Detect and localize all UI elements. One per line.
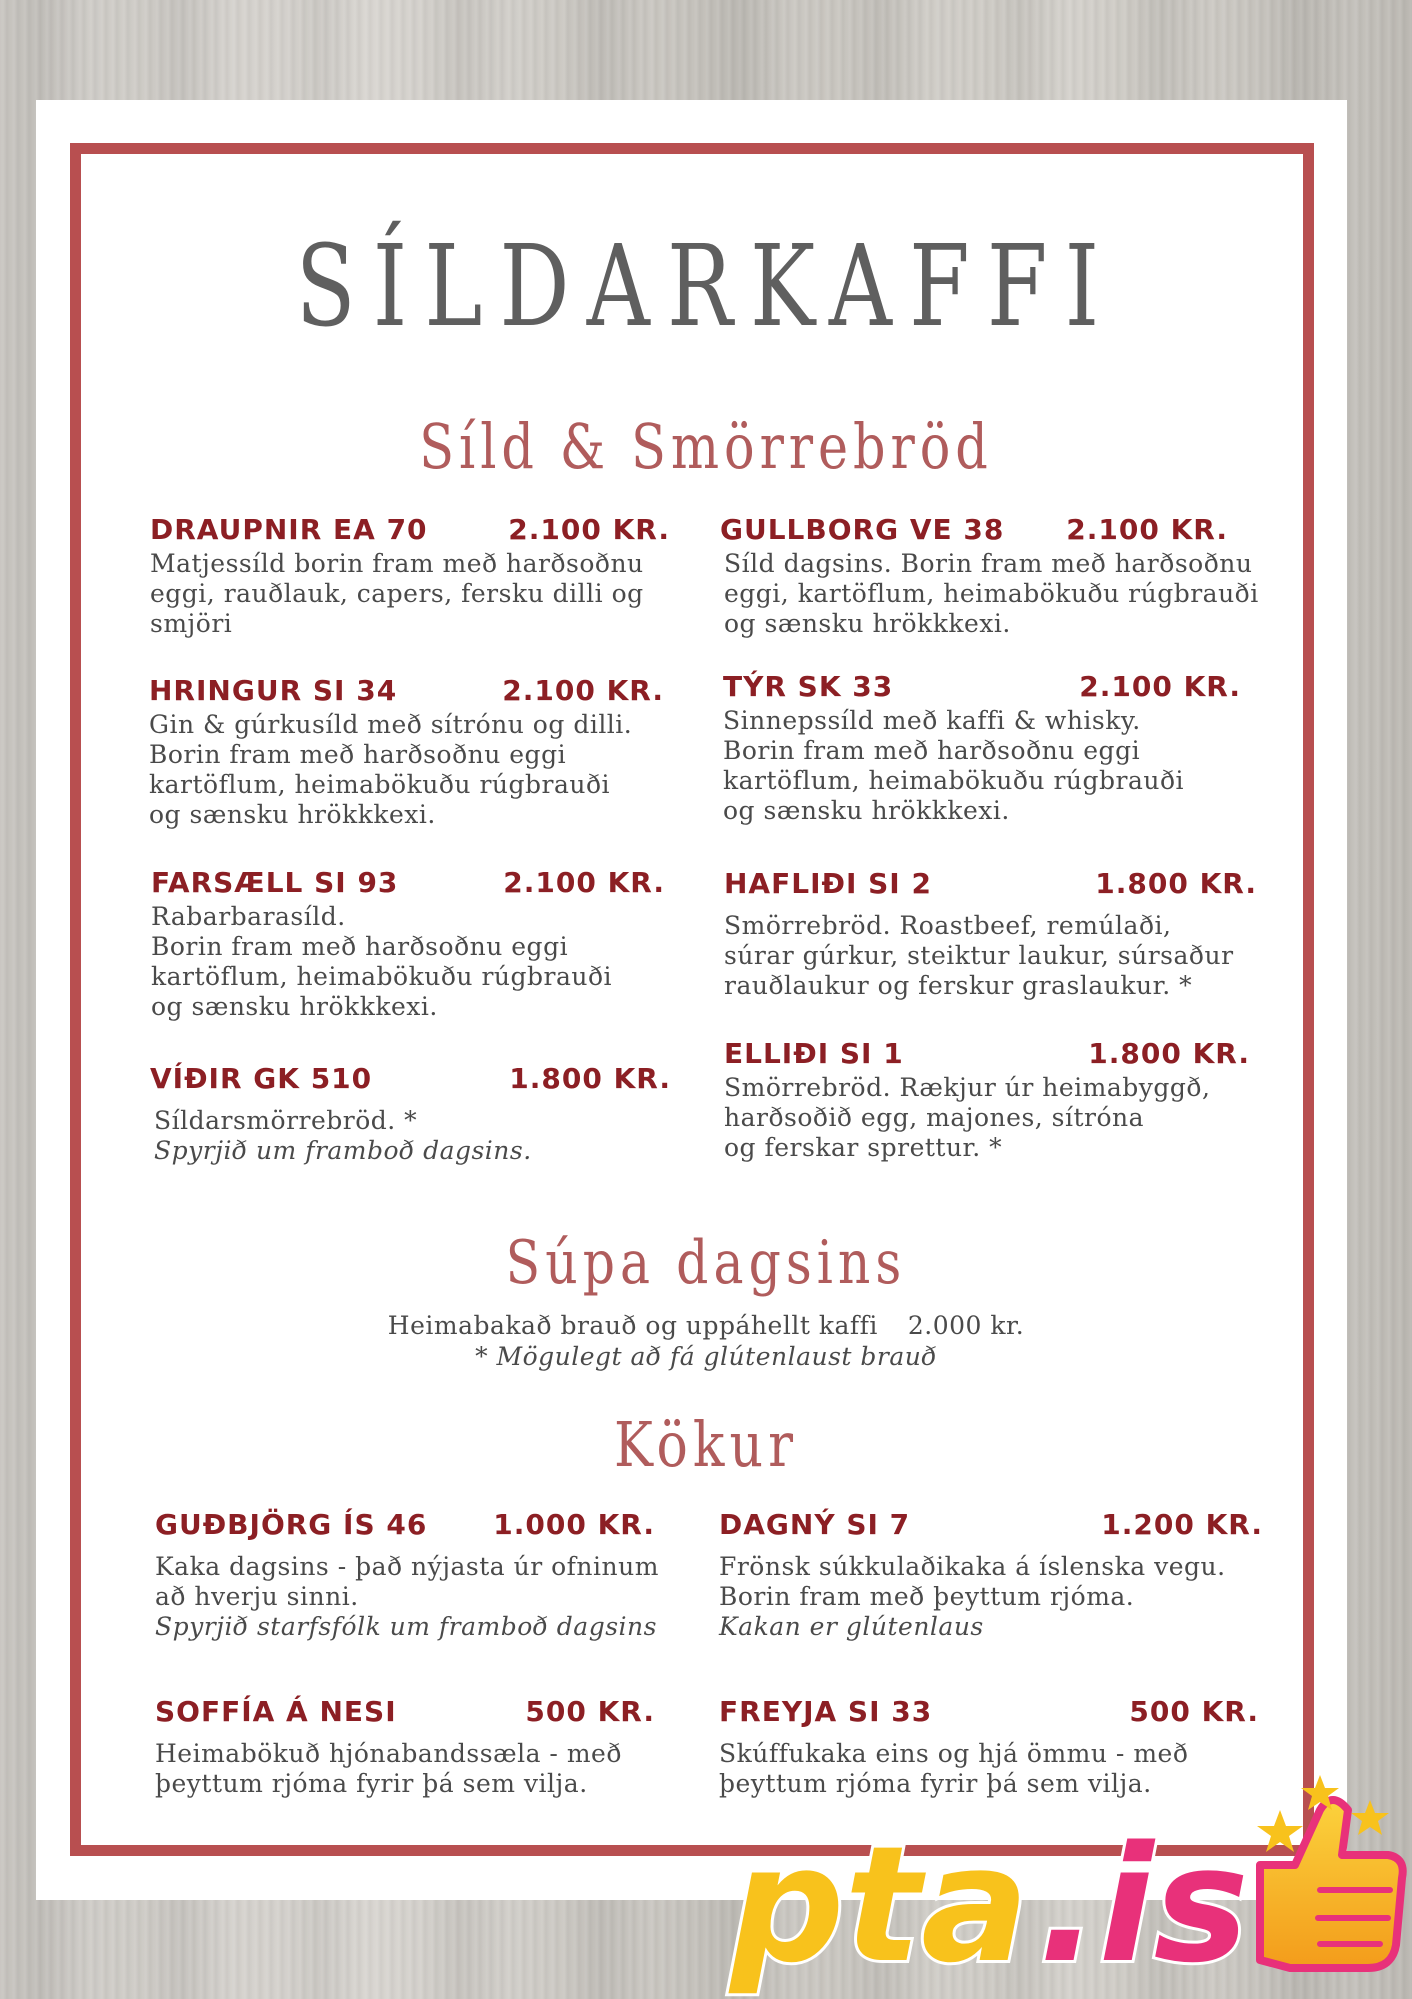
item-desc-line: eggi, kartöflum, heimabökuðu rúgbrauði: [724, 579, 1259, 608]
item-price: 2.100 KR.: [1066, 513, 1228, 546]
item-name: FREYJA SI 33: [719, 1695, 933, 1728]
item-price: 2.100 KR.: [503, 866, 665, 899]
item-desc-note: Spyrjið starfsfólk um framboð dagsins: [155, 1612, 657, 1641]
item-desc-line: og sænsku hrökkkexi.: [151, 992, 438, 1021]
item-desc-line: kartöflum, heimabökuðu rúgbrauði: [149, 770, 611, 799]
item-desc-line: kartöflum, heimabökuðu rúgbrauði: [723, 766, 1185, 795]
item-price: 1.800 KR.: [509, 1062, 671, 1095]
svg-text:pta: pta: [730, 1811, 1029, 1998]
item-desc-line: Borin fram með harðsoðnu eggi: [149, 740, 567, 769]
item-desc-line: Kaka dagsins - það nýjasta úr ofninum: [155, 1552, 659, 1581]
soup-info: [0, 1310, 1412, 1372]
item-price: 2.100 KR.: [508, 513, 670, 546]
item-desc-line: og sænsku hrökkkexi.: [724, 609, 1011, 638]
item-name: GUÐBJÖRG ÍS 46: [155, 1508, 428, 1541]
item-name: TÝR SK 33: [723, 670, 894, 703]
item-desc-line: og sænsku hrökkkexi.: [723, 796, 1010, 825]
item-desc-line: Matjessíld borin fram með harðsoðnu: [150, 549, 644, 578]
item-desc-line: harðsoðið egg, majones, sítróna: [724, 1103, 1145, 1132]
menu-item-ellidi: [724, 1037, 1250, 1163]
menu-item-dagny: [719, 1508, 1263, 1642]
item-desc-line: Heimabökuð hjónabandssæla - með: [155, 1739, 622, 1768]
menu-title: SÍLDARKAFFI: [295, 222, 1117, 352]
section-title-sild: Síld & Smörrebröd: [419, 410, 993, 483]
menu-item-tyr: [723, 670, 1241, 826]
soup-line: Heimabakað brauð og uppáhellt kaffi: [387, 1311, 878, 1340]
item-price: 1.000 KR.: [493, 1508, 655, 1541]
menu-item-vidir: [150, 1062, 671, 1166]
item-desc-line: þeyttum rjóma fyrir þá sem vilja.: [155, 1769, 588, 1798]
item-desc-line: Borin fram með harðsoðnu eggi: [151, 932, 569, 961]
item-desc-line: súrar gúrkur, steiktur laukur, súrsaður: [724, 941, 1234, 970]
soup-note: * Mögulegt að fá glútenlaust brauð: [475, 1342, 937, 1371]
item-name: HRINGUR SI 34: [149, 674, 398, 707]
item-desc-line: smjöri: [150, 609, 233, 638]
item-name: DRAUPNIR EA 70: [150, 513, 428, 546]
item-name: VÍÐIR GK 510: [150, 1062, 373, 1095]
item-desc-line: Gin & gúrkusíld með sítrónu og dilli.: [149, 710, 633, 739]
menu-item-hringur: [149, 674, 664, 830]
item-name: ELLIÐI SI 1: [724, 1037, 904, 1070]
item-price: 1.800 KR.: [1095, 867, 1257, 900]
item-desc-line: þeyttum rjóma fyrir þá sem vilja.: [719, 1769, 1152, 1798]
item-desc-line: Smörrebröd. Rækjur úr heimabyggð,: [724, 1073, 1211, 1102]
menu-item-gudbjorg: [155, 1508, 659, 1642]
menu-item-draupnir: [150, 513, 670, 639]
svg-text:.is: .is: [1038, 1811, 1249, 1998]
item-desc-note: Spyrjið um framboð dagsins.: [154, 1136, 532, 1165]
item-desc-line: Síld dagsins. Borin fram með harðsoðnu: [724, 549, 1253, 578]
item-name: FARSÆLL SI 93: [151, 866, 399, 899]
item-desc-line: Frönsk súkkulaðikaka á íslenska vegu.: [719, 1552, 1226, 1581]
item-price: 500 KR.: [1129, 1695, 1259, 1728]
item-name: HAFLIÐI SI 2: [724, 867, 932, 900]
item-desc-line: rauðlaukur og ferskur graslaukur. *: [724, 971, 1193, 1000]
item-desc-line: Borin fram með þeyttum rjóma.: [719, 1582, 1135, 1611]
item-desc-line: og ferskar sprettur. *: [724, 1133, 1003, 1162]
item-price: 500 KR.: [525, 1695, 655, 1728]
item-desc-line: Sinnepssíld með kaffi & whisky.: [723, 706, 1141, 735]
section-title-kokur: Kökur: [613, 1408, 799, 1481]
section-title-supa: Súpa dagsins: [505, 1228, 907, 1298]
soup-price: 2.000 kr.: [907, 1311, 1025, 1340]
item-price: 2.100 KR.: [502, 674, 664, 707]
item-desc-note: Kakan er glútenlaus: [719, 1612, 984, 1641]
item-desc-line: og sænsku hrökkkexi.: [149, 800, 436, 829]
pta-logo: [720, 1770, 1410, 1999]
item-desc-line: Síldarsmörrebröd. *: [154, 1106, 418, 1135]
item-desc-line: Rabarbarasíld.: [151, 902, 346, 931]
item-desc-line: kartöflum, heimabökuðu rúgbrauði: [151, 962, 613, 991]
item-name: GULLBORG VE 38: [720, 513, 1005, 546]
item-name: SOFFÍA Á NESI: [155, 1695, 397, 1728]
item-desc-line: að hverju sinni.: [155, 1582, 359, 1611]
item-price: 2.100 KR.: [1079, 670, 1241, 703]
item-desc-line: Smörrebröd. Roastbeef, remúlaði,: [724, 911, 1172, 940]
item-desc-line: Skúffukaka eins og hjá ömmu - með: [719, 1739, 1189, 1768]
menu-item-haflidi: [724, 867, 1257, 1001]
item-desc-line: Borin fram með harðsoðnu eggi: [723, 736, 1141, 765]
menu-item-soffia: [155, 1695, 655, 1799]
item-price: 1.200 KR.: [1101, 1508, 1263, 1541]
menu-item-gullborg: [720, 513, 1259, 639]
menu-item-farsaell: [151, 866, 665, 1022]
item-price: 1.800 KR.: [1088, 1037, 1250, 1070]
item-desc-line: eggi, rauðlauk, capers, fersku dilli og: [150, 579, 644, 608]
item-name: DAGNÝ SI 7: [719, 1508, 911, 1541]
